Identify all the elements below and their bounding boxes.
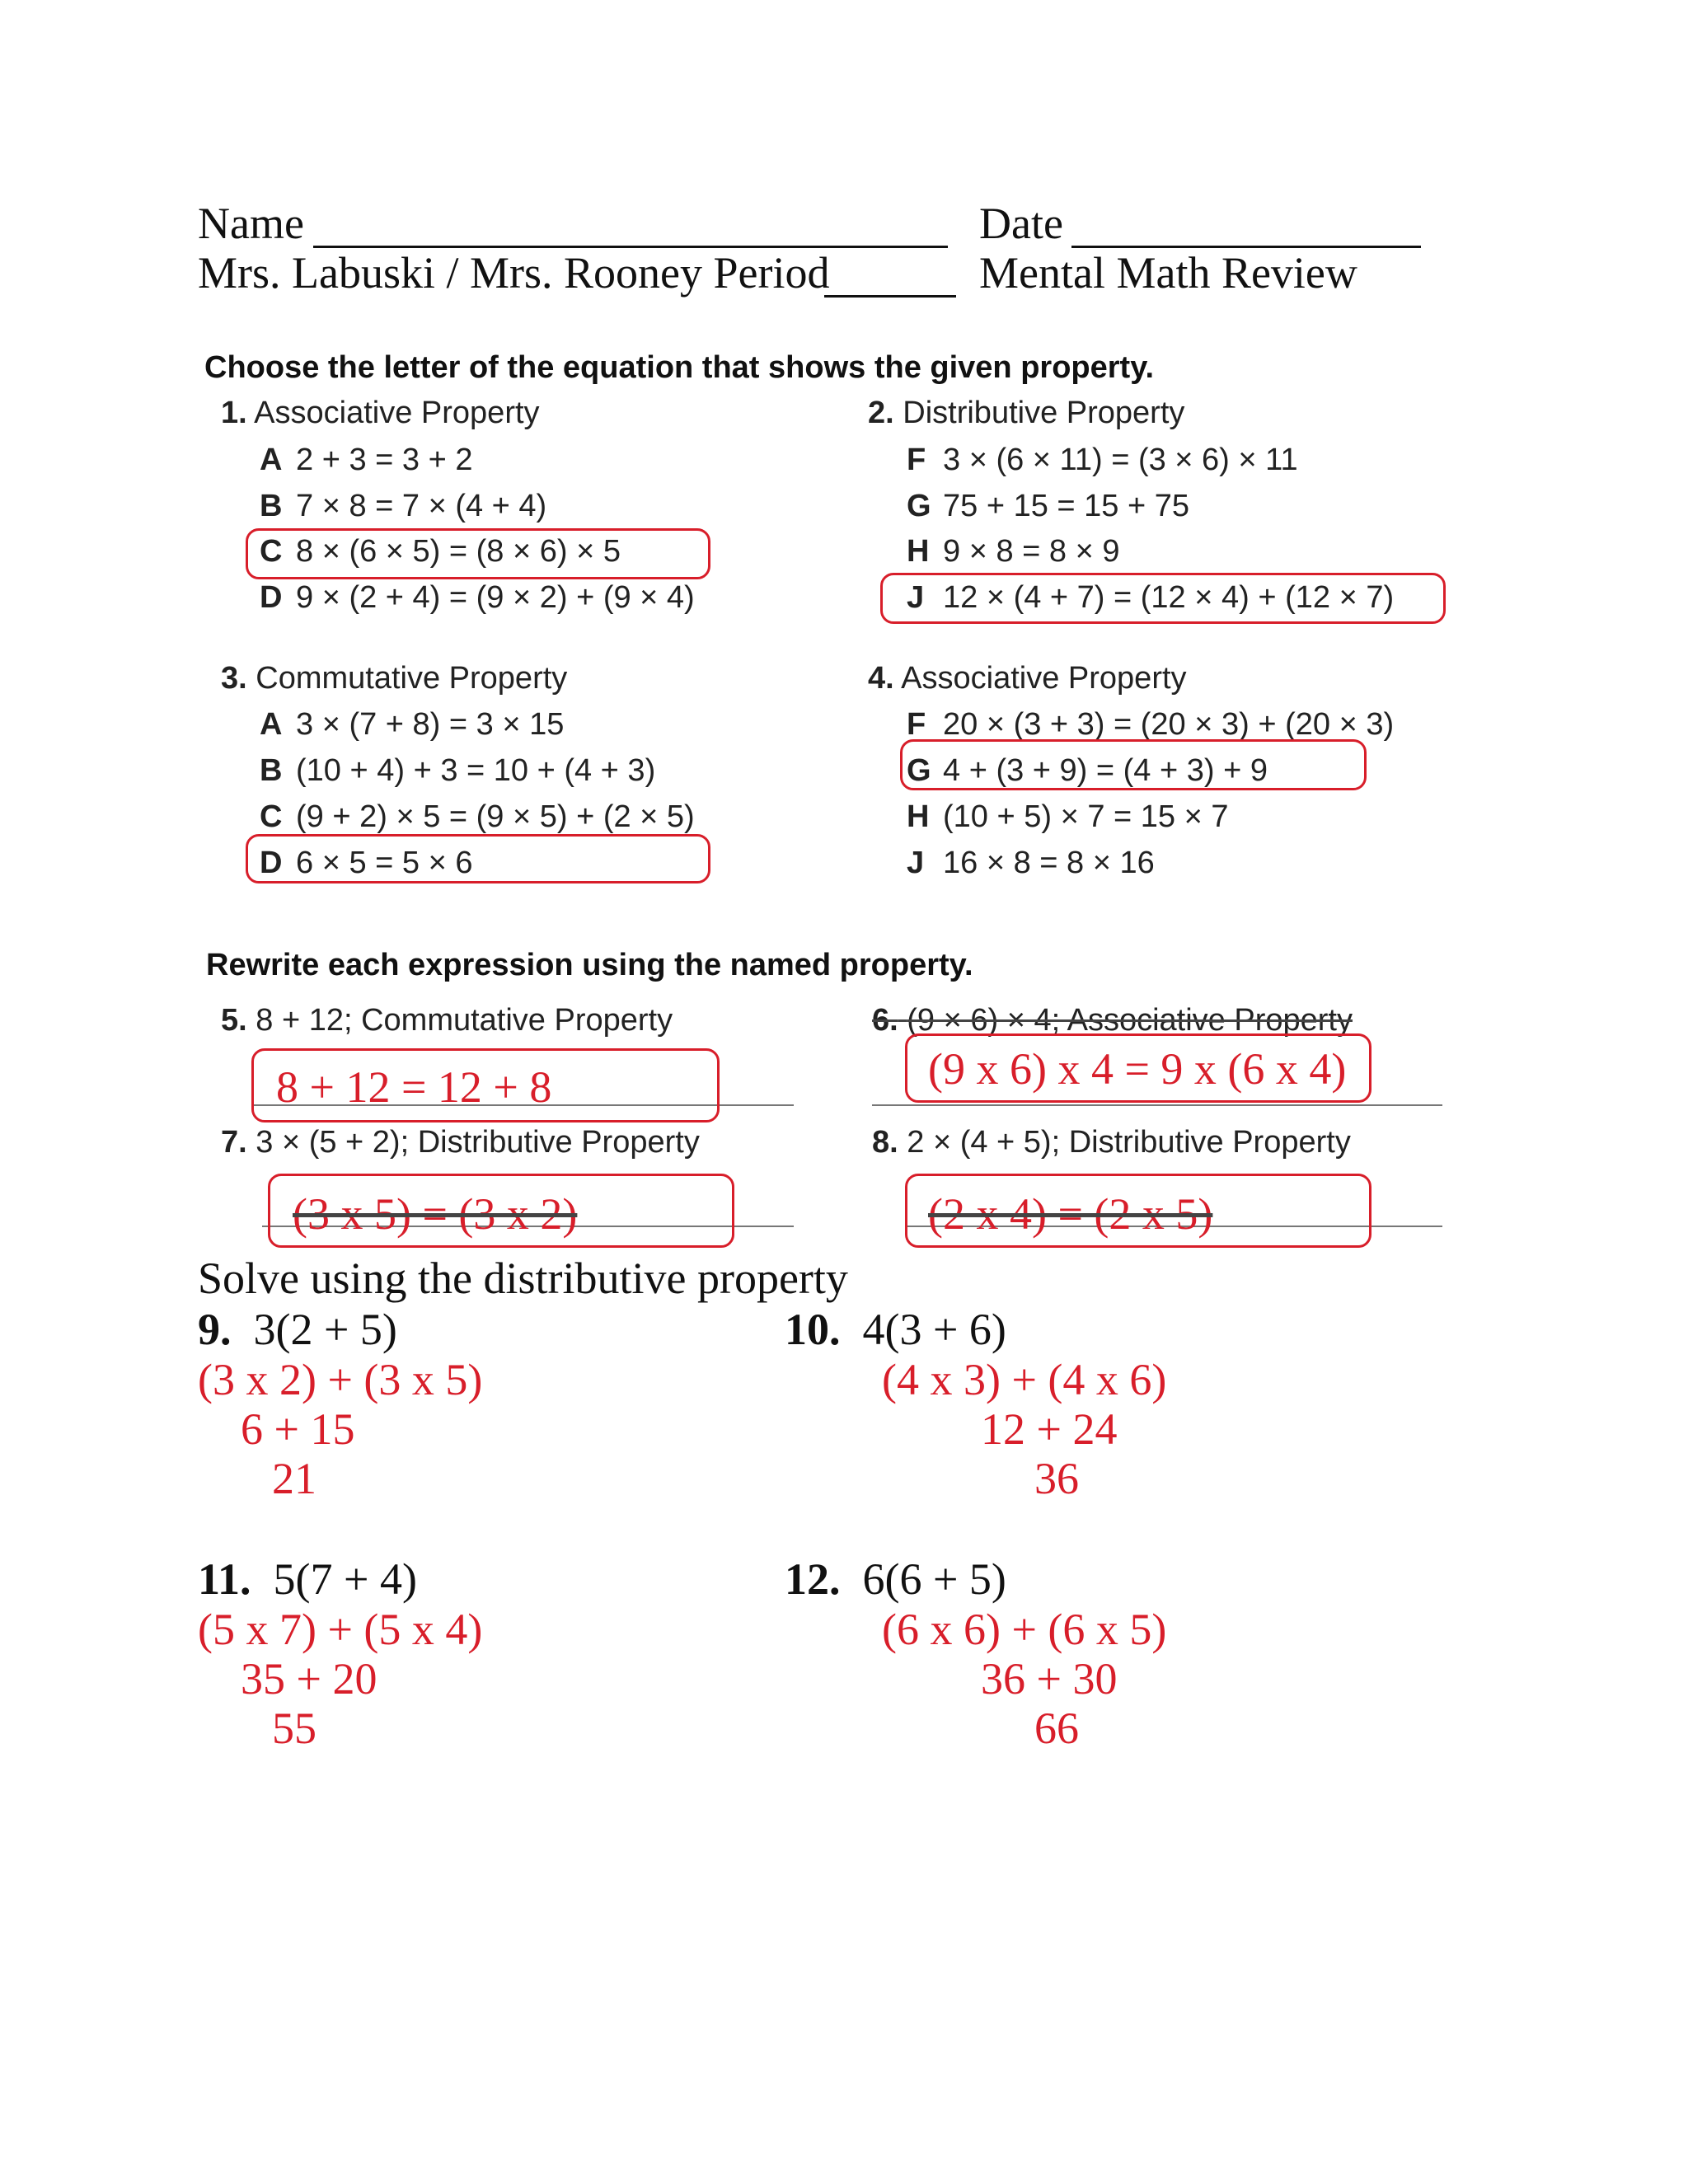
problem-9-result[interactable]: 21	[272, 1454, 316, 1503]
date-label: Date	[979, 199, 1063, 248]
question-2-option-g[interactable]: G 75 + 15 = 15 + 75	[907, 489, 1189, 523]
name-label: Name	[198, 199, 304, 248]
section2-instruction: Rewrite each expression using the named property.	[206, 948, 973, 982]
question-5-answer[interactable]: 8 + 12 = 12 + 8	[276, 1062, 552, 1112]
problem-10-expression: 10. 4(3 + 6)	[785, 1305, 1006, 1354]
problem-10-result[interactable]: 36	[1034, 1454, 1079, 1503]
question-6-answer[interactable]: (9 x 6) x 4 = 9 x (6 x 4)	[928, 1044, 1347, 1094]
question-1-option-c[interactable]: C 8 × (6 × 5) = (8 × 6) × 5	[260, 534, 621, 569]
worksheet-title: Mental Math Review	[979, 248, 1357, 298]
question-7-answer[interactable]: (3 x 5) = (3 x 2)	[293, 1189, 578, 1239]
question-2-option-j[interactable]: J 12 × (4 + 7) = (12 × 4) + (12 × 7)	[907, 580, 1395, 615]
question-1-title: 1. Associative Property	[221, 396, 540, 430]
question-1-answer-circle	[246, 528, 710, 579]
problem-12-step1[interactable]: (6 x 6) + (6 x 5)	[882, 1605, 1167, 1654]
problem-9-step1[interactable]: (3 x 2) + (3 x 5)	[198, 1355, 483, 1404]
question-1-option-d[interactable]: D 9 × (2 + 4) = (9 × 2) + (9 × 4)	[260, 580, 695, 615]
problem-9-step2[interactable]: 6 + 15	[241, 1404, 355, 1454]
question-3-title: 3. Commutative Property	[221, 661, 568, 696]
question-2-option-f[interactable]: F 3 × (6 × 11) = (3 × 6) × 11	[907, 443, 1298, 477]
problem-12-step2[interactable]: 36 + 30	[981, 1654, 1118, 1704]
period-blank-line[interactable]	[824, 295, 956, 298]
section3-instruction: Solve using the distributive property	[198, 1254, 848, 1303]
question-8-answer[interactable]: (2 x 4) = (2 x 5)	[928, 1189, 1213, 1239]
problem-11-expression: 11. 5(7 + 4)	[198, 1554, 417, 1604]
teachers-period-label: Mrs. Labuski / Mrs. Rooney Period	[198, 248, 830, 298]
problem-10-step1[interactable]: (4 x 3) + (4 x 6)	[882, 1355, 1167, 1404]
question-4-option-f[interactable]: F 20 × (3 + 3) = (20 × 3) + (20 × 3)	[907, 707, 1395, 742]
problem-10-step2[interactable]: 12 + 24	[981, 1404, 1118, 1454]
question-4-option-g[interactable]: G 4 + (3 + 9) = (4 + 3) + 9	[907, 753, 1268, 788]
question-4-option-h[interactable]: H (10 + 5) × 7 = 15 × 7	[907, 799, 1229, 834]
question-2-answer-circle	[880, 573, 1446, 624]
question-5-prompt: 5. 8 + 12; Commutative Property	[221, 1003, 673, 1038]
problem-9-expression: 9. 3(2 + 5)	[198, 1305, 397, 1354]
problem-11-result[interactable]: 55	[272, 1704, 316, 1753]
question-3-answer-circle	[246, 834, 710, 883]
problem-12-expression: 12. 6(6 + 5)	[785, 1554, 1006, 1604]
problem-12-result[interactable]: 66	[1034, 1704, 1079, 1753]
question-4-answer-circle	[900, 739, 1367, 790]
question-4-option-j[interactable]: J 16 × 8 = 8 × 16	[907, 846, 1155, 880]
question-2-option-h[interactable]: H 9 × 8 = 8 × 9	[907, 534, 1120, 569]
question-7-prompt: 7. 3 × (5 + 2); Distributive Property	[221, 1125, 700, 1160]
question-3-option-c[interactable]: C (9 + 2) × 5 = (9 × 5) + (2 × 5)	[260, 799, 695, 834]
question-3-option-a[interactable]: A 3 × (7 + 8) = 3 × 15	[260, 707, 565, 742]
question-8-prompt: 8. 2 × (4 + 5); Distributive Property	[872, 1125, 1351, 1160]
question-4-title: 4. Associative Property	[868, 661, 1187, 696]
question-3-option-b[interactable]: B (10 + 4) + 3 = 10 + (4 + 3)	[260, 753, 656, 788]
question-6-answer-line	[872, 1104, 1442, 1106]
problem-11-step1[interactable]: (5 x 7) + (5 x 4)	[198, 1605, 483, 1654]
section1-instruction: Choose the letter of the equation that shows the given property.	[204, 350, 1155, 385]
question-2-title: 2. Distributive Property	[868, 396, 1185, 430]
question-1-option-b[interactable]: B 7 × 8 = 7 × (4 + 4)	[260, 489, 547, 523]
question-3-option-d[interactable]: D 6 × 5 = 5 × 6	[260, 846, 473, 880]
question-1-option-a[interactable]: A 2 + 3 = 3 + 2	[260, 443, 473, 477]
question-6-prompt: 6. (9 × 6) × 4; Associative Property	[872, 1003, 1353, 1038]
problem-11-step2[interactable]: 35 + 20	[241, 1654, 377, 1704]
